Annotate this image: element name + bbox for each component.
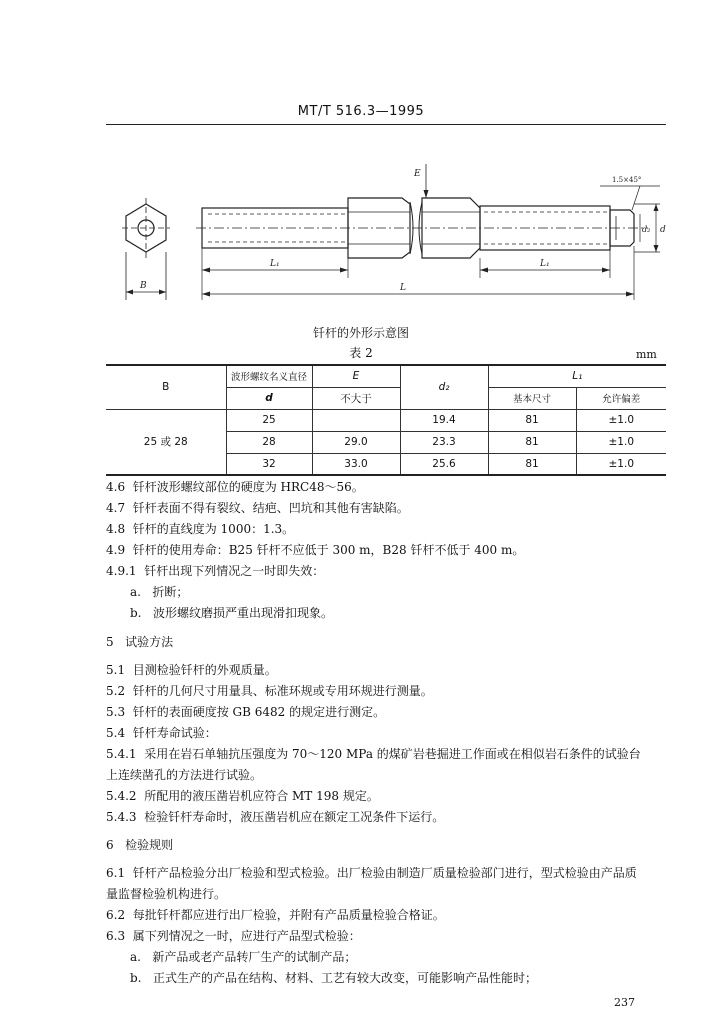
- clause-num: 5.1: [106, 663, 126, 677]
- clause-text: 钎杆的表面硬度按 GB 6482 的规定进行测定。: [132, 705, 386, 719]
- header-b: B: [106, 365, 226, 409]
- cell-d2: 23.3: [400, 431, 488, 453]
- cell-e: [312, 409, 400, 431]
- clause-4-9: [106, 541, 524, 558]
- item-b-2: [130, 969, 537, 986]
- header-d-line2: d: [226, 387, 312, 409]
- header-l1: L₁: [488, 365, 666, 387]
- section-title: 检验规则: [125, 838, 174, 852]
- clause-text: 目测检验钎杆的外观质量。: [132, 663, 277, 677]
- clause-5-4: [106, 724, 217, 741]
- clause-text: 属下列情况之一时，应进行产品型式检验：: [132, 929, 361, 943]
- cell-d: 32: [226, 453, 312, 475]
- clause-text: 钎杆出现下列情况之一时即失效：: [144, 564, 325, 578]
- clause-text: 新产品或老产品转厂生产的试制产品；: [152, 950, 357, 964]
- header-d-line1: 波形螺纹名义直径: [226, 365, 312, 387]
- clause-text: 钎杆的使用寿命：B25 钎杆不应低于 300 m，B28 钎杆不低于 400 m。: [132, 543, 525, 557]
- header-l1-tol: 允许偏差: [576, 387, 666, 409]
- label-l: L: [400, 283, 406, 293]
- clause-num: 6.1: [106, 866, 126, 880]
- clause-5-3: [106, 703, 385, 720]
- clause-text: 所配用的液压凿岩机应符合 MT 198 规定。: [144, 789, 379, 803]
- clause-num: b.: [130, 606, 142, 620]
- clause-text: 检验钎杆寿命时，液压凿岩机应在额定工况条件下运行。: [144, 810, 445, 824]
- clause-5-4-1-cont: [106, 766, 262, 783]
- cell-d: 28: [226, 431, 312, 453]
- clause-num: 6.2: [106, 908, 126, 922]
- table-row: [106, 409, 666, 431]
- header-rule: [106, 124, 666, 125]
- clause-text: 钎杆的几何尺寸用量具、标准环规或专用环规进行测量。: [132, 684, 433, 698]
- clause-6-1: [106, 864, 637, 881]
- table-title: 表 2: [349, 346, 373, 360]
- clause-text: 波形螺纹磨损严重出现滑扣现象。: [152, 606, 333, 620]
- clause-num: 4.7: [106, 501, 126, 515]
- clause-text: 折断；: [152, 585, 189, 599]
- header-l1-basic: 基本尺寸: [488, 387, 576, 409]
- clause-5-2: [106, 682, 433, 699]
- clause-text: 上连续凿孔的方法进行试验。: [106, 768, 263, 782]
- b-value-cell: 25 或 28: [106, 409, 226, 475]
- clause-text: 钎杆寿命试验：: [132, 726, 217, 740]
- clause-text: 采用在岩石单轴抗压强度为 70～120 MPa 的煤矿岩巷掘进工作面或在相似岩石条件的试验台: [144, 747, 641, 761]
- label-l1-left: L₁: [270, 259, 280, 269]
- clause-text: 量监督检验机构进行。: [106, 887, 227, 901]
- clause-num: 5.4: [106, 726, 126, 740]
- cell-e: 29.0: [312, 431, 400, 453]
- clause-text: 正式生产的产品在结构、材料、工艺有较大改变，可能影响产品性能时；: [152, 971, 537, 985]
- clause-num: 6.3: [106, 929, 126, 943]
- clause-4-6: [106, 478, 364, 495]
- label-l1-right: L₁: [540, 259, 550, 269]
- section-5-heading: [106, 633, 173, 650]
- standard-header: MT/T 516.3—1995: [297, 104, 425, 119]
- label-e: E: [414, 169, 421, 179]
- header-e-line1: E: [312, 365, 400, 387]
- clause-num: 5.3: [106, 705, 126, 719]
- label-b: B: [140, 281, 147, 291]
- item-a-2: [130, 948, 356, 965]
- header-d2: d₂: [400, 365, 488, 409]
- cell-tol: ±1.0: [576, 453, 666, 475]
- clause-4-9-1: [106, 562, 324, 579]
- label-d2: d₂: [642, 225, 651, 234]
- cell-l1: 81: [488, 409, 576, 431]
- clause-text: 钎杆表面不得有裂纹、结疤、凹坑和其他有害缺陷。: [132, 501, 409, 515]
- section-title: 试验方法: [125, 635, 174, 649]
- clause-4-8: [106, 520, 294, 537]
- clause-text: 每批钎杆都应进行出厂检验，并附有产品质量检验合格证。: [132, 908, 445, 922]
- clause-num: 5.4.3: [106, 810, 137, 824]
- cell-e: 33.0: [312, 453, 400, 475]
- clause-6-3: [106, 927, 361, 944]
- page-number: 237: [614, 996, 635, 1009]
- cell-l1: 81: [488, 453, 576, 475]
- cell-tol: ±1.0: [576, 431, 666, 453]
- cell-tol: ±1.0: [576, 409, 666, 431]
- spec-table: [106, 364, 666, 476]
- clause-text: 钎杆产品检验分出厂检验和型式检验。出厂检验由制造厂质量检验部门进行，型式检验由产品质: [132, 866, 637, 880]
- header-e-line2: 不大于: [312, 387, 400, 409]
- clause-num: 5.2: [106, 684, 126, 698]
- clause-5-4-1: [106, 745, 641, 762]
- clause-text: 钎杆的直线度为 1000：1.3。: [132, 522, 295, 536]
- clause-num: a.: [130, 950, 141, 964]
- clause-num: 4.9.1: [106, 564, 137, 578]
- item-a-1: [130, 583, 188, 600]
- clause-num: 5.4.2: [106, 789, 137, 803]
- clause-6-2: [106, 906, 445, 923]
- clause-num: 4.6: [106, 480, 126, 494]
- cell-l1: 81: [488, 431, 576, 453]
- clause-text: 钎杆波形螺纹部位的硬度为 HRC48～56。: [132, 480, 364, 494]
- cell-d2: 19.4: [400, 409, 488, 431]
- clause-4-7: [106, 499, 409, 516]
- clause-num: 5.4.1: [106, 747, 137, 761]
- section-num: 5: [106, 635, 114, 649]
- section-6-heading: [106, 836, 173, 853]
- figure-caption: 钎杆的外形示意图: [312, 326, 409, 340]
- label-d: d: [660, 225, 666, 235]
- label-chamfer: 1.5×45°: [612, 176, 642, 184]
- cell-d2: 25.6: [400, 453, 488, 475]
- clause-6-1-cont: [106, 885, 226, 902]
- drill-rod-figure: [100, 158, 680, 320]
- section-num: 6: [106, 838, 114, 852]
- clause-num: 4.8: [106, 522, 126, 536]
- clause-5-4-2: [106, 787, 379, 804]
- clause-5-4-3: [106, 808, 444, 825]
- clause-num: a.: [130, 585, 141, 599]
- clause-num: 4.9: [106, 543, 126, 557]
- cell-d: 25: [226, 409, 312, 431]
- table-unit: mm: [636, 348, 657, 361]
- clause-num: b.: [130, 971, 142, 985]
- item-b-1: [130, 604, 333, 621]
- clause-5-1: [106, 661, 277, 678]
